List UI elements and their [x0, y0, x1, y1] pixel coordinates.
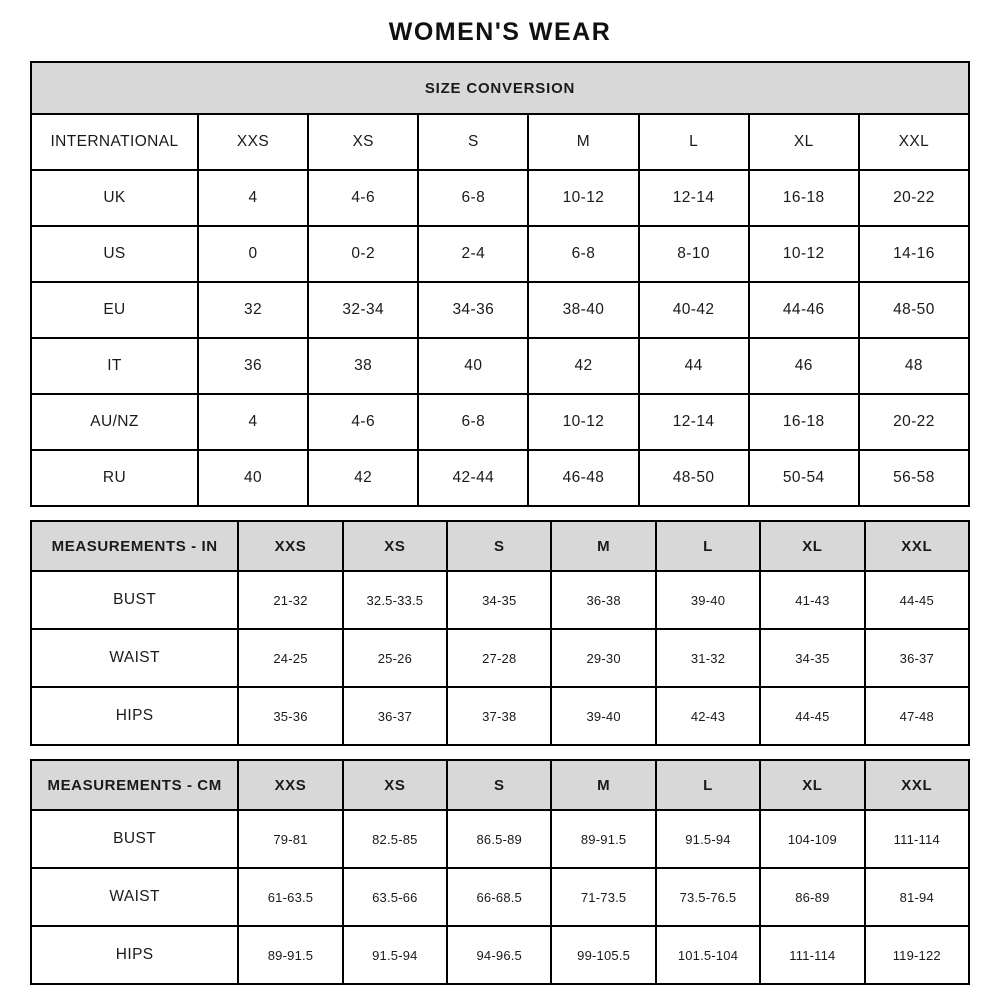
table-row: [31, 687, 969, 745]
col-header-cell: M: [551, 521, 655, 571]
col-header-cell: L: [656, 521, 760, 571]
col-header-cell: XL: [760, 521, 864, 571]
col-header-cell: L: [656, 760, 760, 810]
value-cell: 63.5-66: [343, 868, 447, 926]
value-cell: 91.5-94: [343, 926, 447, 984]
table-header-row: [31, 760, 969, 810]
value-cell: 40: [198, 450, 308, 506]
value-cell: 20-22: [859, 394, 969, 450]
table-row: [31, 170, 969, 226]
value-cell: 6-8: [418, 170, 528, 226]
value-cell: 10-12: [749, 226, 859, 282]
table-row: [31, 868, 969, 926]
value-cell: 0: [198, 226, 308, 282]
value-cell: 44-45: [865, 571, 969, 629]
value-cell: 119-122: [865, 926, 969, 984]
value-cell: 37-38: [447, 687, 551, 745]
value-cell: 44: [639, 338, 749, 394]
value-cell: 61-63.5: [238, 868, 342, 926]
row-label: AU/NZ: [31, 394, 198, 450]
measurements-in-table: [30, 520, 970, 746]
measurements-cm-table: [30, 759, 970, 985]
value-cell: 40: [418, 338, 528, 394]
table-header-row: [31, 521, 969, 571]
value-cell: 42: [308, 450, 418, 506]
table-header-row: [31, 114, 969, 170]
row-label: UK: [31, 170, 198, 226]
value-cell: 94-96.5: [447, 926, 551, 984]
table-row: [31, 629, 969, 687]
value-cell: 16-18: [749, 394, 859, 450]
page-title: WOMEN'S WEAR: [388, 18, 612, 46]
value-cell: 8-10: [639, 226, 749, 282]
value-cell: 81-94: [865, 868, 969, 926]
value-cell: 104-109: [760, 810, 864, 868]
value-cell: 48-50: [859, 282, 969, 338]
value-cell: 10-12: [528, 394, 638, 450]
col-header-cell: XXS: [238, 760, 342, 810]
value-cell: 24-25: [238, 629, 342, 687]
col-header-cell: M: [528, 114, 638, 170]
table-row: [31, 450, 969, 506]
col-header-cell: XXL: [865, 760, 969, 810]
table-row: [31, 571, 969, 629]
row-label: BUST: [31, 571, 238, 629]
value-cell: 111-114: [865, 810, 969, 868]
value-cell: 89-91.5: [551, 810, 655, 868]
row-label-header: INTERNATIONAL: [31, 114, 198, 170]
value-cell: 32.5-33.5: [343, 571, 447, 629]
row-label-header: MEASUREMENTS - IN: [31, 521, 238, 571]
value-cell: 36-37: [865, 629, 969, 687]
value-cell: 46-48: [528, 450, 638, 506]
value-cell: 56-58: [859, 450, 969, 506]
value-cell: 66-68.5: [447, 868, 551, 926]
value-cell: 42-44: [418, 450, 528, 506]
value-cell: 101.5-104: [656, 926, 760, 984]
value-cell: 99-105.5: [551, 926, 655, 984]
value-cell: 12-14: [639, 394, 749, 450]
value-cell: 86.5-89: [447, 810, 551, 868]
value-cell: 16-18: [749, 170, 859, 226]
size-conversion-banner: SIZE CONVERSION: [31, 62, 969, 114]
value-cell: 48-50: [639, 450, 749, 506]
col-header-cell: L: [639, 114, 749, 170]
value-cell: 50-54: [749, 450, 859, 506]
row-label: IT: [31, 338, 198, 394]
col-header-cell: XS: [308, 114, 418, 170]
value-cell: 47-48: [865, 687, 969, 745]
value-cell: 39-40: [656, 571, 760, 629]
value-cell: 32-34: [308, 282, 418, 338]
row-label: RU: [31, 450, 198, 506]
row-label: HIPS: [31, 926, 238, 984]
col-header-cell: XL: [749, 114, 859, 170]
value-cell: 0-2: [308, 226, 418, 282]
col-header-cell: XXL: [859, 114, 969, 170]
value-cell: 42: [528, 338, 638, 394]
value-cell: 39-40: [551, 687, 655, 745]
value-cell: 36: [198, 338, 308, 394]
value-cell: 40-42: [639, 282, 749, 338]
row-label: EU: [31, 282, 198, 338]
col-header-cell: XS: [343, 760, 447, 810]
value-cell: 82.5-85: [343, 810, 447, 868]
table-row: [31, 926, 969, 984]
value-cell: 48: [859, 338, 969, 394]
table-row: [31, 810, 969, 868]
col-header-cell: XXS: [238, 521, 342, 571]
col-header-cell: M: [551, 760, 655, 810]
value-cell: 46: [749, 338, 859, 394]
table-banner-row: [31, 62, 969, 114]
value-cell: 73.5-76.5: [656, 868, 760, 926]
value-cell: 89-91.5: [238, 926, 342, 984]
table-row: [31, 282, 969, 338]
value-cell: 71-73.5: [551, 868, 655, 926]
row-label: WAIST: [31, 629, 238, 687]
col-header-cell: S: [447, 521, 551, 571]
col-header-cell: S: [447, 760, 551, 810]
value-cell: 34-35: [760, 629, 864, 687]
value-cell: 44-45: [760, 687, 864, 745]
value-cell: 36-38: [551, 571, 655, 629]
row-label-header: MEASUREMENTS - CM: [31, 760, 238, 810]
value-cell: 34-35: [447, 571, 551, 629]
value-cell: 34-36: [418, 282, 528, 338]
value-cell: 35-36: [238, 687, 342, 745]
value-cell: 4: [198, 394, 308, 450]
table-row: [31, 226, 969, 282]
value-cell: 6-8: [418, 394, 528, 450]
value-cell: 12-14: [639, 170, 749, 226]
value-cell: 14-16: [859, 226, 969, 282]
value-cell: 38-40: [528, 282, 638, 338]
value-cell: 79-81: [238, 810, 342, 868]
col-header-cell: S: [418, 114, 528, 170]
value-cell: 27-28: [447, 629, 551, 687]
value-cell: 4-6: [308, 394, 418, 450]
value-cell: 32: [198, 282, 308, 338]
col-header-cell: XS: [343, 521, 447, 571]
value-cell: 41-43: [760, 571, 864, 629]
row-label: BUST: [31, 810, 238, 868]
value-cell: 4-6: [308, 170, 418, 226]
row-label: US: [31, 226, 198, 282]
value-cell: 6-8: [528, 226, 638, 282]
table-row: [31, 394, 969, 450]
value-cell: 4: [198, 170, 308, 226]
value-cell: 36-37: [343, 687, 447, 745]
value-cell: 86-89: [760, 868, 864, 926]
value-cell: 42-43: [656, 687, 760, 745]
value-cell: 38: [308, 338, 418, 394]
value-cell: 31-32: [656, 629, 760, 687]
value-cell: 29-30: [551, 629, 655, 687]
value-cell: 25-26: [343, 629, 447, 687]
col-header-cell: XXL: [865, 521, 969, 571]
value-cell: 91.5-94: [656, 810, 760, 868]
value-cell: 20-22: [859, 170, 969, 226]
size-conversion-table: [30, 61, 970, 507]
value-cell: 21-32: [238, 571, 342, 629]
col-header-cell: XXS: [198, 114, 308, 170]
value-cell: 44-46: [749, 282, 859, 338]
col-header-cell: XL: [760, 760, 864, 810]
value-cell: 2-4: [418, 226, 528, 282]
row-label: WAIST: [31, 868, 238, 926]
value-cell: 111-114: [760, 926, 864, 984]
table-row: [31, 338, 969, 394]
row-label: HIPS: [31, 687, 238, 745]
value-cell: 10-12: [528, 170, 638, 226]
